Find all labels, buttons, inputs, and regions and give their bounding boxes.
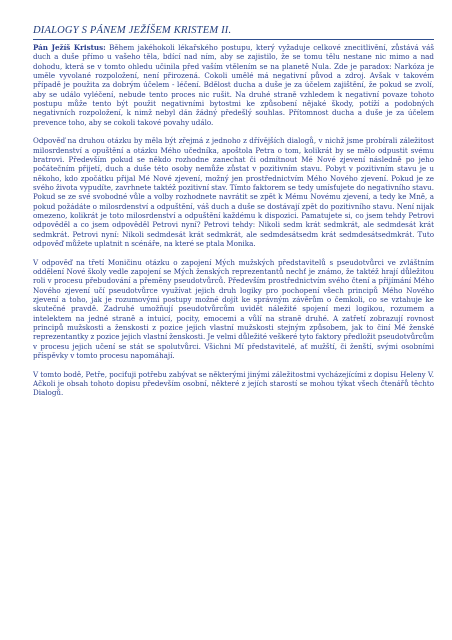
paragraph-2 (33, 136, 434, 248)
page-header: DIALOGY S PÁNEM JEŽÍŠEM KRISTEM II. (33, 25, 232, 36)
paragraph-1 (33, 43, 434, 127)
paragraph-3 (33, 258, 434, 361)
paragraph-4 (33, 370, 434, 398)
paragraph-text: Odpověď na druhou otázku by měla být zřejmá z jednoho z dřívějších dialogů, v nichž jsme probírali záležitost milosrdenství a opuštění a otázku Mého učedníka, apoštola Petra o tom, kolikrát by se mělo odpustit svému bratrovi. Především pokud se někdo rozhodne zanechat či odmítnout Mé Nové zjevení následně po jeho počátečním přijetí, duch a duše této osoby nemůže zůstat v pozitivním stavu. Pobyt v pozitivním stavu je u někoho, kdo zpočátku přijal Mé Nové zjevení, možný jen prostřednictvím Mého Nového zjevení. Pokud je ze svého života vypudíte, zavrhnete taktéž pozitivní stav. Tímto faktorem se tedy umísťujete do negativního stavu. Pokud se ze své svobodné vůle a volby rozhodnete navrátit se zpět k Mému Novému zjevení, a tedy ke Mně, a pokud požádáte o milosrdenství a odpuštění, váš duch a duše se dostávají zpět do pozitivního stavu. Není nijak omezeno, kolikrát je toto milosrdenství a odpuštění každému k dispozici. Pamatujete si, co jsem tehdy Petrovi odpověděl a co jsem odpověděl Petrovi nyní? Petrovi tehdy: Nikoli sedm krát sedmkrát, ale sedmdesát krát sedmkrát. Petrovi nyní: Nikoli sedmdesát krát sedmkrát, ale sedmdesátsedm krát sedmdesátsedmkrát. Tuto odpověď můžete uplatnit n scénáře, na které se ptala Monika. (33, 136, 434, 249)
paragraph-text: V tomto bodě, Petře, pociťuji potřebu zabývat se některými jinými záležitostmi vycházejícími z dopisu Heleny V. Ačkoli je obsah tohoto dopisu především osobní, některé z jejích starostí se mohou týkat všech čtenářů těchto Dialogů. (33, 369, 434, 398)
speaker-label: Pán Ježíš Kristus: (33, 43, 106, 52)
header-divider (33, 39, 434, 40)
paragraph-text: Během jakéhokoli lékařského postupu, který vyžaduje celkové znecitlivění, zůstává váš duch a duše přímo u vašeho těla, bdící nad ním, aby se zajistilo, že se tomu tělu nestane nic mimo a nad dohodu, která se v tomto ohledu učinila před vaším vtělením se na planetě Nula. Zde je paradox: Narkóza je uměle vyvolané rozpoložení, není přirozená. Cokoli umělé má negativní původ a zdroj. Avšak v takovém případě je použita za dobrým účelem - léčení. Bdělost ducha a duše je za účelem zajištění, že pokud se zvolí, aby se událo vyléčení, nebude tento proces nic rušit. Na druhé straně vzhledem k negativní povaze tohoto postupu může tento být použit negativními bytostmi ke způsobení nějaké škody, potíží a podobných negativních rozpoložení, k nimž nebyl dán žádný předešlý souhlas. Přítomnost ducha a duše je za účelem prevence toho, aby se cokoli takové povahy událo. (33, 43, 434, 127)
paragraph-text: V odpověď na třetí Moničinu otázku o zapojení Mých mužských představitelů s pseudotvůrci ve zvláštním oddělení Nové školy vedle zapojení se Mých ženských reprezentantů nechť je známo, že taktéž hrají důležitou roli v procesu přebudování a přeměny pseudotvůrců. Především prostřednictvím svého čtení a přijímání Mého Nového zjevení učí pseudotvůrce využívat jejich druh logiky pro pochopení všech principů Mého Nového zjevení a toho, jak je rozumovými postupy možné dojít ke správným závěrům o čemkoli, co se vztahuje ke skutečné pravdě. Zadruhé umožňují pseudotvůrcům uvidět náležité spojení mezi logikou, rozumem a intelektem na jedné straně a intuicí, pocity, emocemi a vůlí na straně druhé. A zatřetí zobrazují rovnost principů mužskosti a ženskosti z pozice jejich vlastní mužskosti stejným způsobem, jak to činí Mé ženské reprezentantky z pozice jejich vlastní ženskosti. Je velmi důležité veškeré tyto faktory předložit pseudotvůrcům v procesu jejich učení se stát se spolutvůrci. Všichni Mí představitelé, ať mužští, či ženští, svými osobními příspěvky v tomto procesu napomáhají. (33, 257, 434, 361)
